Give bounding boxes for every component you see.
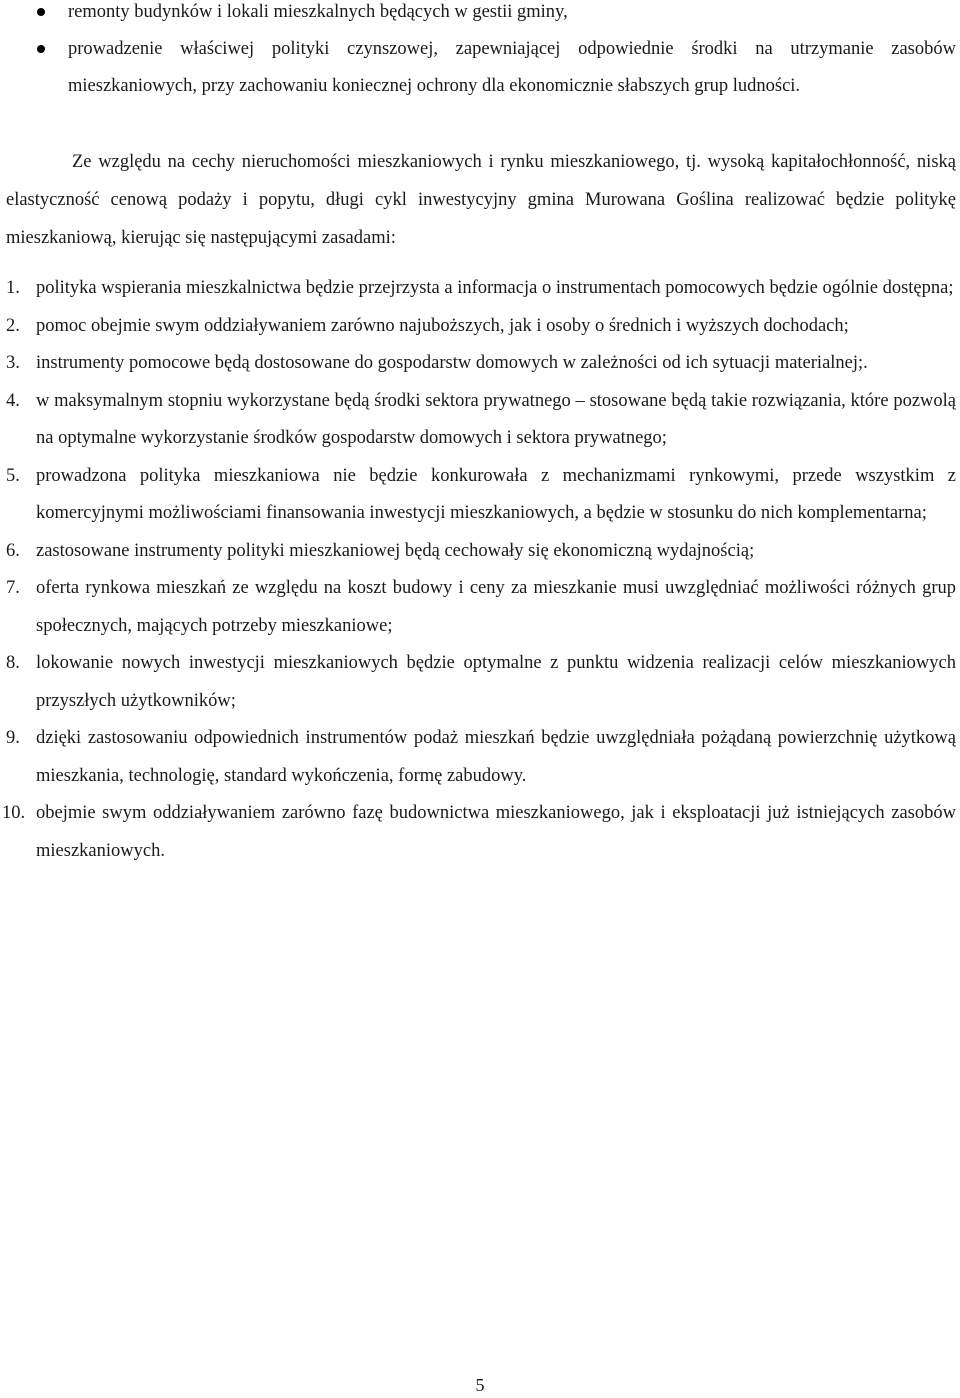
item-number: 2. <box>6 315 20 336</box>
numbered-item <box>0 645 960 720</box>
item-number: 5. <box>6 465 20 486</box>
numbered-item <box>0 720 960 795</box>
item-text: prowadzona polityka mieszkaniowa nie będzie konkurowała z mechanizmami rynkowymi, przede wszystkim z komercyjnymi możliwościami finansowania inwestycji mieszkaniowych, a będzie w stosunku do nich komplementarna; <box>36 465 956 523</box>
item-text: zastosowane instrumenty polityki mieszkaniowej będą cechowały się ekonomiczną wydajnością; <box>36 540 755 561</box>
bullet-dot-icon <box>37 45 45 53</box>
bullet-text: prowadzenie właściwej polityki czynszowej, zapewniającej odpowiednie środki na utrzymanie zasobów mieszkaniowych, przy zachowaniu koniecznej ochrony dla ekonomicznie słabszych grup ludności. <box>68 39 956 96</box>
item-text: dzięki zastosowaniu odpowiednich instrumentów podaż mieszkań będzie uwzględniała pożądaną powierzchnię użytkową mieszkania, technologię, standard wykończenia, formę zabudowy. <box>36 728 956 786</box>
item-text: oferta rynkowa mieszkań ze względu na koszt budowy i ceny za mieszkanie musi uwzględniać możliwości różnych grup społecznych, mających potrzeby mieszkaniowe; <box>36 578 956 636</box>
item-text: lokowanie nowych inwestycji mieszkaniowych będzie optymalne z punktu widzenia realizacji celów mieszkaniowych przyszłych użytkowników; <box>36 653 956 711</box>
numbered-item <box>0 533 960 571</box>
numbered-item <box>0 270 960 308</box>
item-number: 6. <box>6 540 20 561</box>
bullet-text: remonty budynków i lokali mieszkalnych będących w gestii gminy, <box>68 2 568 22</box>
numbered-item <box>0 458 960 533</box>
bullet-list <box>0 0 960 105</box>
item-number: 3. <box>6 353 20 373</box>
item-text: w maksymalnym stopniu wykorzystane będą środki sektora prywatnego – stosowane będą takie rozwiązania, które pozwolą na optymalne wykorzystanie środków gospodarstw domowych i sektora prywatnego; <box>36 390 956 448</box>
bullet-item <box>0 31 960 105</box>
numbered-item <box>0 308 960 346</box>
bullet-dot-icon <box>37 8 45 16</box>
numbered-item <box>0 383 960 458</box>
item-number: 8. <box>6 653 20 673</box>
numbered-item <box>0 570 960 645</box>
item-number: 10. <box>2 803 26 823</box>
numbered-list <box>0 270 960 870</box>
item-text: instrumenty pomocowe będą dostosowane do gospodarstw domowych w zależności od ich sytuacji materialnej;. <box>36 353 868 373</box>
numbered-item <box>0 795 960 870</box>
item-number: 9. <box>6 728 20 748</box>
item-number: 7. <box>6 578 20 598</box>
item-number: 4. <box>6 390 20 411</box>
item-text: pomoc obejmie swym oddziaływaniem zarówno najuboższych, jak i osoby o średnich i wyższych dochodach; <box>36 315 849 336</box>
bullet-item <box>0 0 960 31</box>
item-number: 1. <box>6 278 20 298</box>
item-text: obejmie swym oddziaływaniem zarówno fazę budownictwa mieszkaniowego, jak i eksploatacji już istniejących zasobów mieszkaniowych. <box>36 803 956 861</box>
numbered-item <box>0 345 960 383</box>
body-paragraph: Ze względu na cechy nieruchomości mieszkaniowych i rynku mieszkaniowego, tj. wysoką kapitałochłonność, niską elastyczność cenową podaży i popytu, długi cykl inwestycyjny gmina Murowana Goślina realizować będzie politykę mieszkaniową, kierując się następującymi zasadami: <box>6 152 956 248</box>
page-number: 5 <box>475 1375 485 1395</box>
item-text: polityka wspierania mieszkalnictwa będzie przejrzysta a informacja o instrumentach pomocowych będzie ogólnie dostępna; <box>36 278 954 298</box>
